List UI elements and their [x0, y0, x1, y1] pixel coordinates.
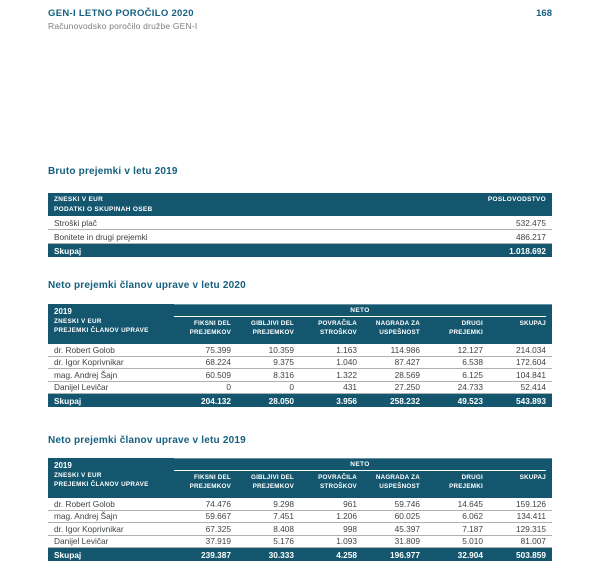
- cell-value: 67.325: [205, 523, 231, 534]
- table-total-row: [48, 394, 552, 407]
- cell-value: 81.007: [520, 536, 546, 547]
- cell-value: 8.408: [273, 523, 294, 534]
- row-label: Stroški plač: [54, 217, 97, 228]
- section-title-neto-2020: Neto prejemki članov uprave v letu 2020: [48, 280, 246, 291]
- cell-value: 172.604: [516, 357, 546, 368]
- cell-value: 0: [226, 382, 231, 393]
- header-column-drugi-prejemki: DRUGI PREJEMKI: [449, 320, 483, 336]
- cell-value: 1.093: [336, 536, 357, 547]
- cell-value: 7.187: [462, 523, 483, 534]
- cell-value: 1.206: [336, 511, 357, 522]
- section-title-neto-2019: Neto prejemki članov uprave v letu 2019: [48, 435, 246, 446]
- section-title-bruto: Bruto prejemki v letu 2019: [48, 166, 178, 177]
- page-number: 168: [536, 8, 552, 19]
- header-column-skupaj: SKUPAJ: [519, 474, 546, 481]
- total-value: 543.893: [516, 395, 546, 406]
- cell-value: 114.986: [390, 344, 420, 355]
- total-value: 258.232: [390, 395, 420, 406]
- header-year: 2019: [54, 461, 72, 470]
- cell-value: 59.667: [205, 511, 231, 522]
- cell-value: 1.322: [336, 369, 357, 380]
- table-header: [48, 458, 552, 498]
- header-line3: PREJEMKI ČLANOV UPRAVE: [54, 327, 149, 334]
- header-columns: [174, 317, 552, 337]
- total-value: 30.333: [268, 549, 294, 560]
- header-column-drugi-prejemki: DRUGI PREJEMKI: [449, 474, 483, 490]
- table-row: [48, 536, 552, 549]
- member-name: dr. Igor Koprivnikar: [54, 357, 124, 368]
- cell-value: 214.034: [516, 344, 546, 355]
- cell-value: 129.315: [516, 523, 546, 534]
- table-row: [48, 382, 552, 395]
- header-line2: PODATKI O SKUPINAH OSEB: [54, 205, 153, 213]
- table-header-left: [48, 304, 174, 344]
- header-column-nagrada: NAGRADA ZA USPEŠNOST: [375, 474, 420, 490]
- table-row: [48, 511, 552, 524]
- table-total-row: [48, 244, 552, 257]
- table-row: [48, 230, 552, 244]
- header-line3: PREJEMKI ČLANOV UPRAVE: [54, 481, 149, 488]
- cell-value: 68.224: [205, 357, 231, 368]
- member-name: dr. Robert Golob: [54, 498, 115, 509]
- cell-value: 59.746: [394, 498, 420, 509]
- table-header: [48, 304, 552, 344]
- total-value: 239.387: [201, 549, 231, 560]
- table-row: [48, 523, 552, 536]
- cell-value: 45.397: [394, 523, 420, 534]
- table-row: [48, 498, 552, 511]
- cell-value: 75.399: [205, 344, 231, 355]
- member-name: dr. Robert Golob: [54, 344, 115, 355]
- total-label: Skupaj: [54, 245, 82, 256]
- table-header-right: [174, 304, 552, 344]
- document-title: GEN-I LETNO POROČILO 2020: [48, 8, 194, 19]
- member-name: Danijel Levičar: [54, 382, 109, 393]
- header-line2: ZNESKI V EUR: [54, 318, 102, 325]
- cell-value: 5.010: [462, 536, 483, 547]
- cell-value: 431: [343, 382, 357, 393]
- member-name: mag. Andrej Šajn: [54, 369, 118, 380]
- cell-value: 961: [343, 498, 357, 509]
- table-header-left: [54, 195, 153, 216]
- total-value: 49.523: [457, 395, 483, 406]
- document-header: [48, 8, 552, 19]
- cell-value: 24.733: [457, 382, 483, 393]
- table-row: [48, 344, 552, 357]
- cell-value: 28.569: [394, 369, 420, 380]
- header-group-neto: NETO: [174, 459, 546, 471]
- table-neto-2019: [48, 458, 552, 561]
- total-value: 1.018.692: [509, 245, 546, 256]
- header-column-povracila: POVRAČILA STROŠKOV: [318, 320, 357, 336]
- total-value: 4.258: [336, 549, 357, 560]
- member-name: Danijel Levičar: [54, 536, 109, 547]
- header-columns: [174, 471, 552, 491]
- total-value: 503.859: [516, 549, 546, 560]
- header-column-nagrada: NAGRADA ZA USPEŠNOST: [375, 320, 420, 336]
- cell-value: 998: [343, 523, 357, 534]
- cell-value: 74.476: [205, 498, 231, 509]
- cell-value: 6.538: [462, 357, 483, 368]
- total-label: Skupaj: [54, 395, 82, 406]
- table-bruto-prejemki: [48, 193, 552, 257]
- cell-value: 60.025: [394, 511, 420, 522]
- cell-value: 14.645: [457, 498, 483, 509]
- cell-value: 6.062: [462, 511, 483, 522]
- cell-value: 0: [289, 382, 294, 393]
- document-subtitle: Računovodsko poročilo družbe GEN-I: [48, 21, 198, 31]
- total-label: Skupaj: [54, 549, 82, 560]
- table-neto-2020: [48, 304, 552, 407]
- cell-value: 31.809: [394, 536, 420, 547]
- cell-value: 60.509: [205, 369, 231, 380]
- cell-value: 27.250: [394, 382, 420, 393]
- cell-value: 87.427: [394, 357, 420, 368]
- header-column-fiksni-del: FIKSNI DEL PREJEMKOV: [189, 474, 231, 490]
- header-group-neto: NETO: [174, 305, 546, 317]
- header-column-povracila: POVRAČILA STROŠKOV: [318, 474, 357, 490]
- table-row: [48, 357, 552, 370]
- header-year: 2019: [54, 307, 72, 316]
- cell-value: 12.127: [457, 344, 483, 355]
- cell-value: 6.125: [462, 369, 483, 380]
- cell-value: 9.375: [273, 357, 294, 368]
- header-column-gibljivi-del: GIBLJIVI DEL PREJEMKOV: [250, 320, 294, 336]
- table-row: [48, 369, 552, 382]
- cell-value: 5.176: [273, 536, 294, 547]
- table-header: [48, 193, 552, 216]
- member-name: mag. Andrej Šajn: [54, 511, 118, 522]
- cell-value: 134.411: [516, 511, 546, 522]
- cell-value: 52.414: [520, 382, 546, 393]
- header-column-skupaj: SKUPAJ: [519, 320, 546, 327]
- cell-value: 8.316: [273, 369, 294, 380]
- member-name: dr. Igor Koprivnikar: [54, 523, 124, 534]
- cell-value: 1.163: [336, 344, 357, 355]
- total-value: 3.956: [336, 395, 357, 406]
- table-total-row: [48, 548, 552, 561]
- table-row: [48, 216, 552, 230]
- cell-value: 37.919: [205, 536, 231, 547]
- table-header-left: [48, 458, 174, 498]
- total-value: 196.977: [390, 549, 420, 560]
- cell-value: 1.040: [336, 357, 357, 368]
- total-value: 28.050: [268, 395, 294, 406]
- cell-value: 159.126: [516, 498, 546, 509]
- row-value: 532.475: [516, 217, 546, 228]
- header-column-fiksni-del: FIKSNI DEL PREJEMKOV: [189, 320, 231, 336]
- header-line2: ZNESKI V EUR: [54, 472, 102, 479]
- cell-value: 104.841: [516, 369, 546, 380]
- cell-value: 9.298: [273, 498, 294, 509]
- header-column-poslovodstvo: POSLOVODSTVO: [487, 196, 546, 203]
- header-line1: ZNESKI V EUR: [54, 196, 104, 203]
- cell-value: 10.359: [268, 344, 294, 355]
- table-header-right: [174, 458, 552, 498]
- cell-value: 7.451: [273, 511, 294, 522]
- row-label: Bonitete in drugi prejemki: [54, 231, 148, 242]
- row-value: 486.217: [516, 231, 546, 242]
- total-value: 204.132: [201, 395, 231, 406]
- total-value: 32.904: [457, 549, 483, 560]
- header-column-gibljivi-del: GIBLJIVI DEL PREJEMKOV: [250, 474, 294, 490]
